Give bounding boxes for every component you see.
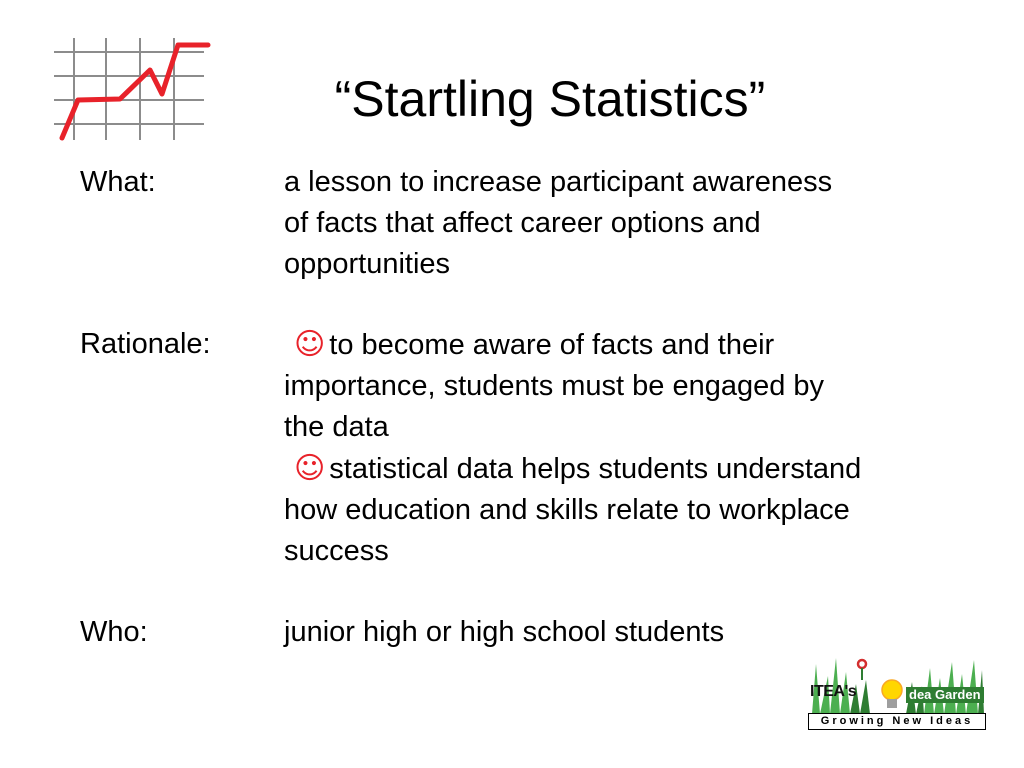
rationale-line: the data — [284, 411, 389, 443]
rationale-item-2 — [284, 448, 974, 490]
rationale-item-1 — [284, 324, 974, 366]
what-line: of facts that affect career options and — [284, 207, 761, 239]
logo-brand-suffix: dea Garden — [906, 687, 984, 703]
rationale-line: success — [284, 535, 389, 567]
logo-tagline: Growing New Ideas — [808, 713, 986, 730]
who-line: junior high or high school students — [284, 616, 725, 648]
rationale-line: statistical data helps students understand — [329, 453, 862, 485]
rationale-line: how education and skills relate to workplace — [284, 494, 850, 526]
what-line: a lesson to increase participant awareness — [284, 166, 833, 198]
rationale-line: to become aware of facts and their — [329, 329, 775, 361]
lightbulb-icon — [879, 678, 905, 712]
smiley-icon: ☺ — [294, 451, 326, 486]
what-line: opportunities — [284, 248, 451, 280]
rationale-term: Rationale: — [80, 328, 211, 360]
what-term: What: — [80, 166, 156, 198]
line-chart-icon — [44, 34, 212, 144]
slide-title: “Startling Statistics” — [334, 71, 766, 127]
rationale-description — [284, 324, 974, 572]
rationale-line: importance, students must be engaged by — [284, 370, 825, 402]
itea-idea-garden-logo — [806, 654, 986, 730]
what-description — [284, 162, 974, 285]
logo-brand: ITEA's — [810, 683, 857, 700]
who-term: Who: — [80, 616, 148, 648]
smiley-icon: ☺ — [294, 327, 326, 362]
who-description — [284, 612, 974, 653]
